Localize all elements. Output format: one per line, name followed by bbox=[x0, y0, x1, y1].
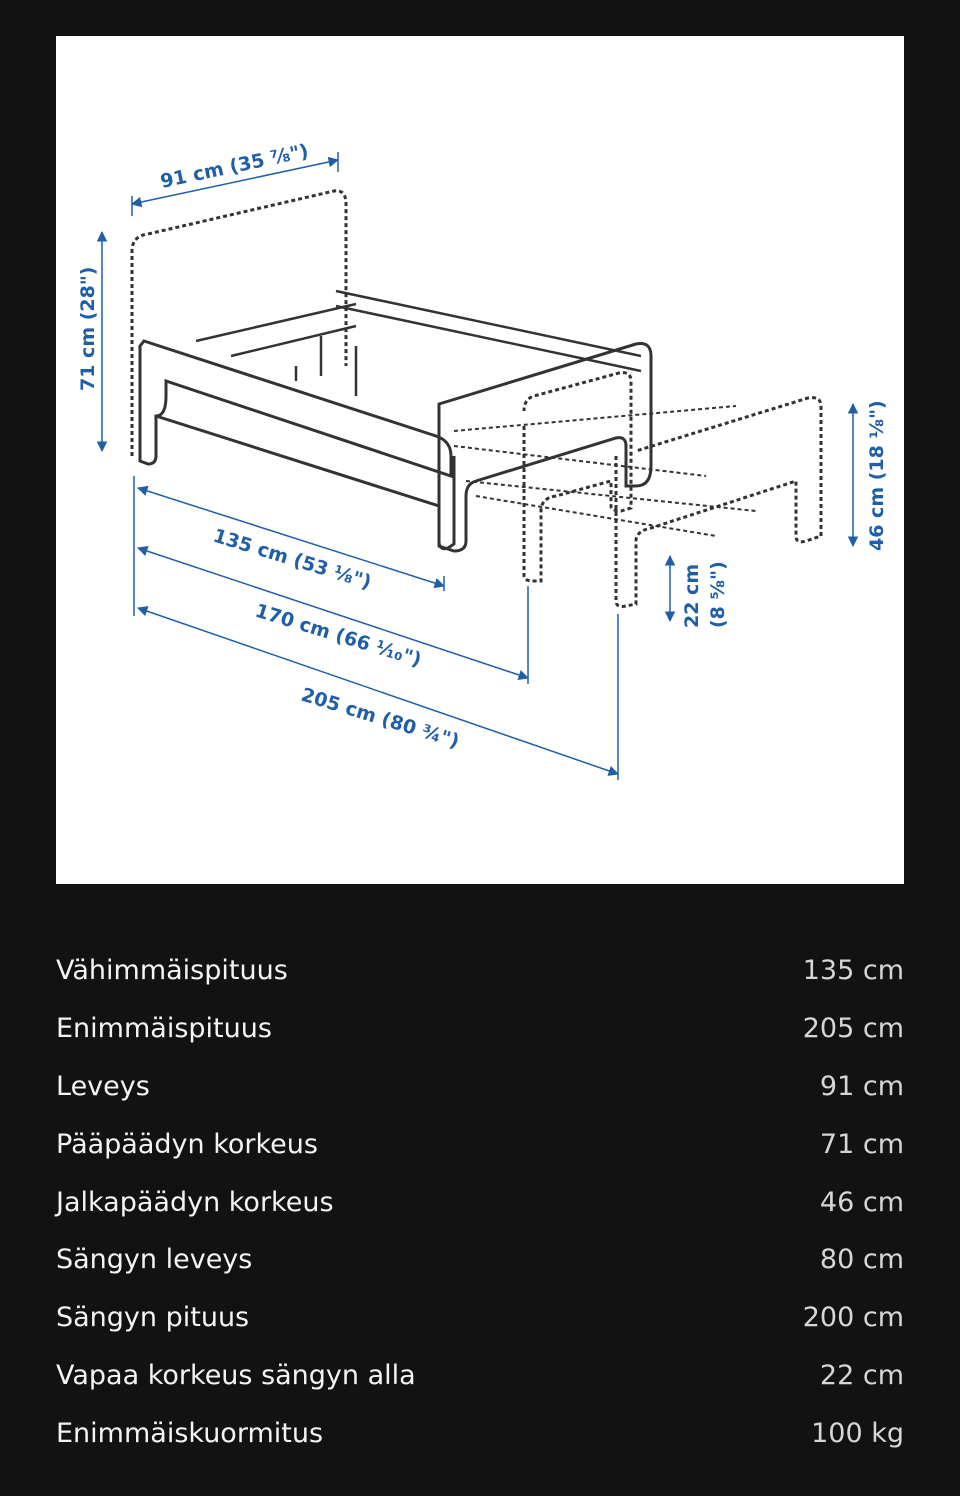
spec-row-footboard-height bbox=[56, 1173, 904, 1231]
headboard-height-label: 71 cm (28") bbox=[77, 266, 99, 391]
spec-label: Enimmäiskuormitus bbox=[56, 1417, 324, 1449]
spec-value: 91 cm bbox=[819, 1070, 904, 1102]
spec-label: Vähimmäispituus bbox=[56, 955, 288, 987]
spec-row-bed-width bbox=[56, 1231, 904, 1289]
spec-label: Sängyn pituus bbox=[56, 1302, 250, 1334]
spec-row-max-load bbox=[56, 1404, 904, 1462]
extension-rails bbox=[454, 406, 756, 536]
length-min-line bbox=[138, 488, 444, 586]
spec-value: 100 kg bbox=[811, 1417, 904, 1449]
length-mid-label: 170 cm (66 ⅒") bbox=[252, 599, 424, 672]
spec-label: Enimmäispituus bbox=[56, 1013, 272, 1045]
spec-list bbox=[56, 942, 904, 1462]
clearance-label-in: (8 ⅝") bbox=[707, 561, 729, 628]
dimension-diagram bbox=[56, 36, 904, 884]
slat-rail bbox=[196, 291, 641, 371]
spec-label: Leveys bbox=[56, 1070, 150, 1102]
spec-value: 22 cm bbox=[819, 1359, 904, 1391]
spec-row-headboard-height bbox=[56, 1115, 904, 1173]
spec-value: 80 cm bbox=[819, 1244, 904, 1276]
spec-row-max-length bbox=[56, 1000, 904, 1058]
spec-row-width bbox=[56, 1058, 904, 1116]
footboard-height-label: 46 cm (18 ⅛") bbox=[866, 400, 888, 551]
spec-value: 200 cm bbox=[802, 1302, 904, 1334]
spec-label: Jalkapäädyn korkeus bbox=[56, 1186, 334, 1218]
bed-front-rail bbox=[156, 416, 454, 549]
spec-value: 135 cm bbox=[802, 955, 904, 987]
length-max-line bbox=[138, 608, 618, 774]
spec-label: Vapaa korkeus sängyn alla bbox=[56, 1359, 416, 1391]
spec-value: 71 cm bbox=[819, 1128, 904, 1160]
spec-value: 46 cm bbox=[819, 1186, 904, 1218]
spec-value: 205 cm bbox=[802, 1013, 904, 1045]
clearance-label-cm: 22 cm bbox=[681, 563, 703, 628]
bed-side-rail bbox=[140, 341, 451, 476]
spec-row-bed-length bbox=[56, 1289, 904, 1347]
length-max-label: 205 cm (80 ¾") bbox=[298, 683, 462, 753]
spec-row-min-length bbox=[56, 942, 904, 1000]
bed-dimension-drawing bbox=[56, 36, 904, 884]
spec-label: Pääpäädyn korkeus bbox=[56, 1128, 318, 1160]
spec-label: Sängyn leveys bbox=[56, 1244, 253, 1276]
spec-row-clearance bbox=[56, 1347, 904, 1405]
length-min-label: 135 cm (53 ⅛") bbox=[210, 524, 374, 594]
width-label: 91 cm (35 ⅞") bbox=[158, 140, 311, 193]
headboard-outline bbox=[132, 191, 346, 456]
